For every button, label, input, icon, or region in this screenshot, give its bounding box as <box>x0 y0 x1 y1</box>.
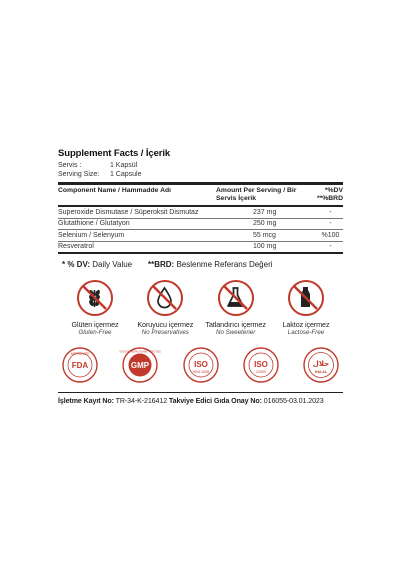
badge-sub: Gluten-Free <box>78 328 112 336</box>
header-component: Component Name / Hammadde Adı <box>58 187 172 194</box>
cert-ring: GOOD MANUFACTURING PRACTICE <box>119 350 162 354</box>
gmp-seal-icon <box>119 347 162 383</box>
cert-text: ISO <box>193 359 208 369</box>
row-amount: 237 mg <box>253 208 277 216</box>
badge-label: Koruyucu içermez <box>137 319 194 329</box>
drop-crossed-icon <box>147 280 183 316</box>
badge-sub: No Sweetener <box>216 328 256 336</box>
badge-sub: Lactose-Free <box>287 328 325 336</box>
badge-sub: No Preservatives <box>141 328 189 336</box>
serving-size-value: 1 Capsule <box>109 171 142 178</box>
cert-text: GMP <box>131 360 150 370</box>
servis-label: Servis : <box>58 162 82 169</box>
row-dv: %100 <box>321 231 340 239</box>
row-amount: 100 mg <box>253 243 277 251</box>
cert-text: ISO <box>253 359 268 369</box>
badge-label: Glüten içermez <box>71 319 119 329</box>
panel-title: Supplement Facts / İçerik <box>58 148 171 159</box>
free-from-badges <box>58 280 343 336</box>
cert-sub: 9001:2008 <box>192 369 209 374</box>
row-dv: - <box>329 243 332 251</box>
cert-text: حلال <box>312 359 330 368</box>
cert-sub: 22000 <box>255 369 266 374</box>
divider <box>58 182 343 185</box>
table-header <box>58 187 343 205</box>
row-dv: - <box>329 220 332 228</box>
row-amount: 55 mcg <box>253 231 276 239</box>
serving-size-label: Serving Size: <box>58 171 100 178</box>
flask-crossed-icon <box>218 280 254 316</box>
iso-9001-seal-icon <box>183 347 219 383</box>
cert-ring: APPROVED <box>70 351 90 356</box>
legend <box>58 260 343 269</box>
cert-text: FDA <box>71 360 89 370</box>
facts-rows <box>58 207 343 253</box>
milk-bottle-crossed-icon <box>288 280 324 316</box>
table-row <box>58 218 343 229</box>
legend-brd-value: Beslenme Referans Değeri <box>176 259 273 269</box>
iso-22000-seal-icon <box>243 347 279 383</box>
approval-label: Takviye Edici Gıda Onay No: <box>168 396 262 405</box>
legend-dv-key: * % DV: <box>62 259 91 269</box>
badge-lactose-free <box>271 280 341 336</box>
badge-label: Laktoz içermez <box>282 319 330 329</box>
table-row <box>58 241 343 252</box>
row-name: Selenium / Selenyum <box>58 231 125 239</box>
legend-dv-value: Daily Value <box>92 259 133 269</box>
servis-value: 1 Kapsül <box>109 162 138 169</box>
certification-seals <box>58 347 343 383</box>
serving-size-line <box>58 170 343 179</box>
legend-brd-key: **BRD: <box>148 259 175 269</box>
row-name: Glutathione / Glutatyon <box>58 220 130 228</box>
reg-value: TR-34-K-216412 <box>115 396 168 405</box>
row-dv: - <box>329 208 332 216</box>
wheat-crossed-icon <box>77 280 113 316</box>
cert-sub: HALAL <box>314 369 328 374</box>
supplement-facts-panel <box>58 148 343 405</box>
fda-seal-icon <box>62 347 98 383</box>
header-dv: *%DV **%BRD <box>316 187 343 202</box>
halal-seal-icon <box>303 347 339 383</box>
badge-gluten-free <box>60 280 130 336</box>
row-name: Resveratrol <box>58 243 94 251</box>
row-amount: 250 mg <box>253 220 277 228</box>
badge-label: Tatlandırıcı içermez <box>205 319 266 329</box>
row-name: Superoxide Dismutase / Süperoksit Dismutaz <box>58 208 199 216</box>
table-row <box>58 207 343 218</box>
legend-dv <box>62 260 148 269</box>
footer-registration <box>58 392 343 405</box>
badge-no-preservatives <box>130 280 200 336</box>
reg-label: İşletme Kayıt No: <box>58 396 114 405</box>
divider <box>58 252 343 254</box>
approval-value: 016055-03.01.2023 <box>263 396 324 405</box>
badge-no-sweetener <box>201 280 271 336</box>
serving-line <box>58 161 343 170</box>
legend-brd <box>148 260 273 269</box>
table-row <box>58 230 343 241</box>
header-amount: Amount Per Serving / Bir Servis İçerik <box>216 187 297 202</box>
